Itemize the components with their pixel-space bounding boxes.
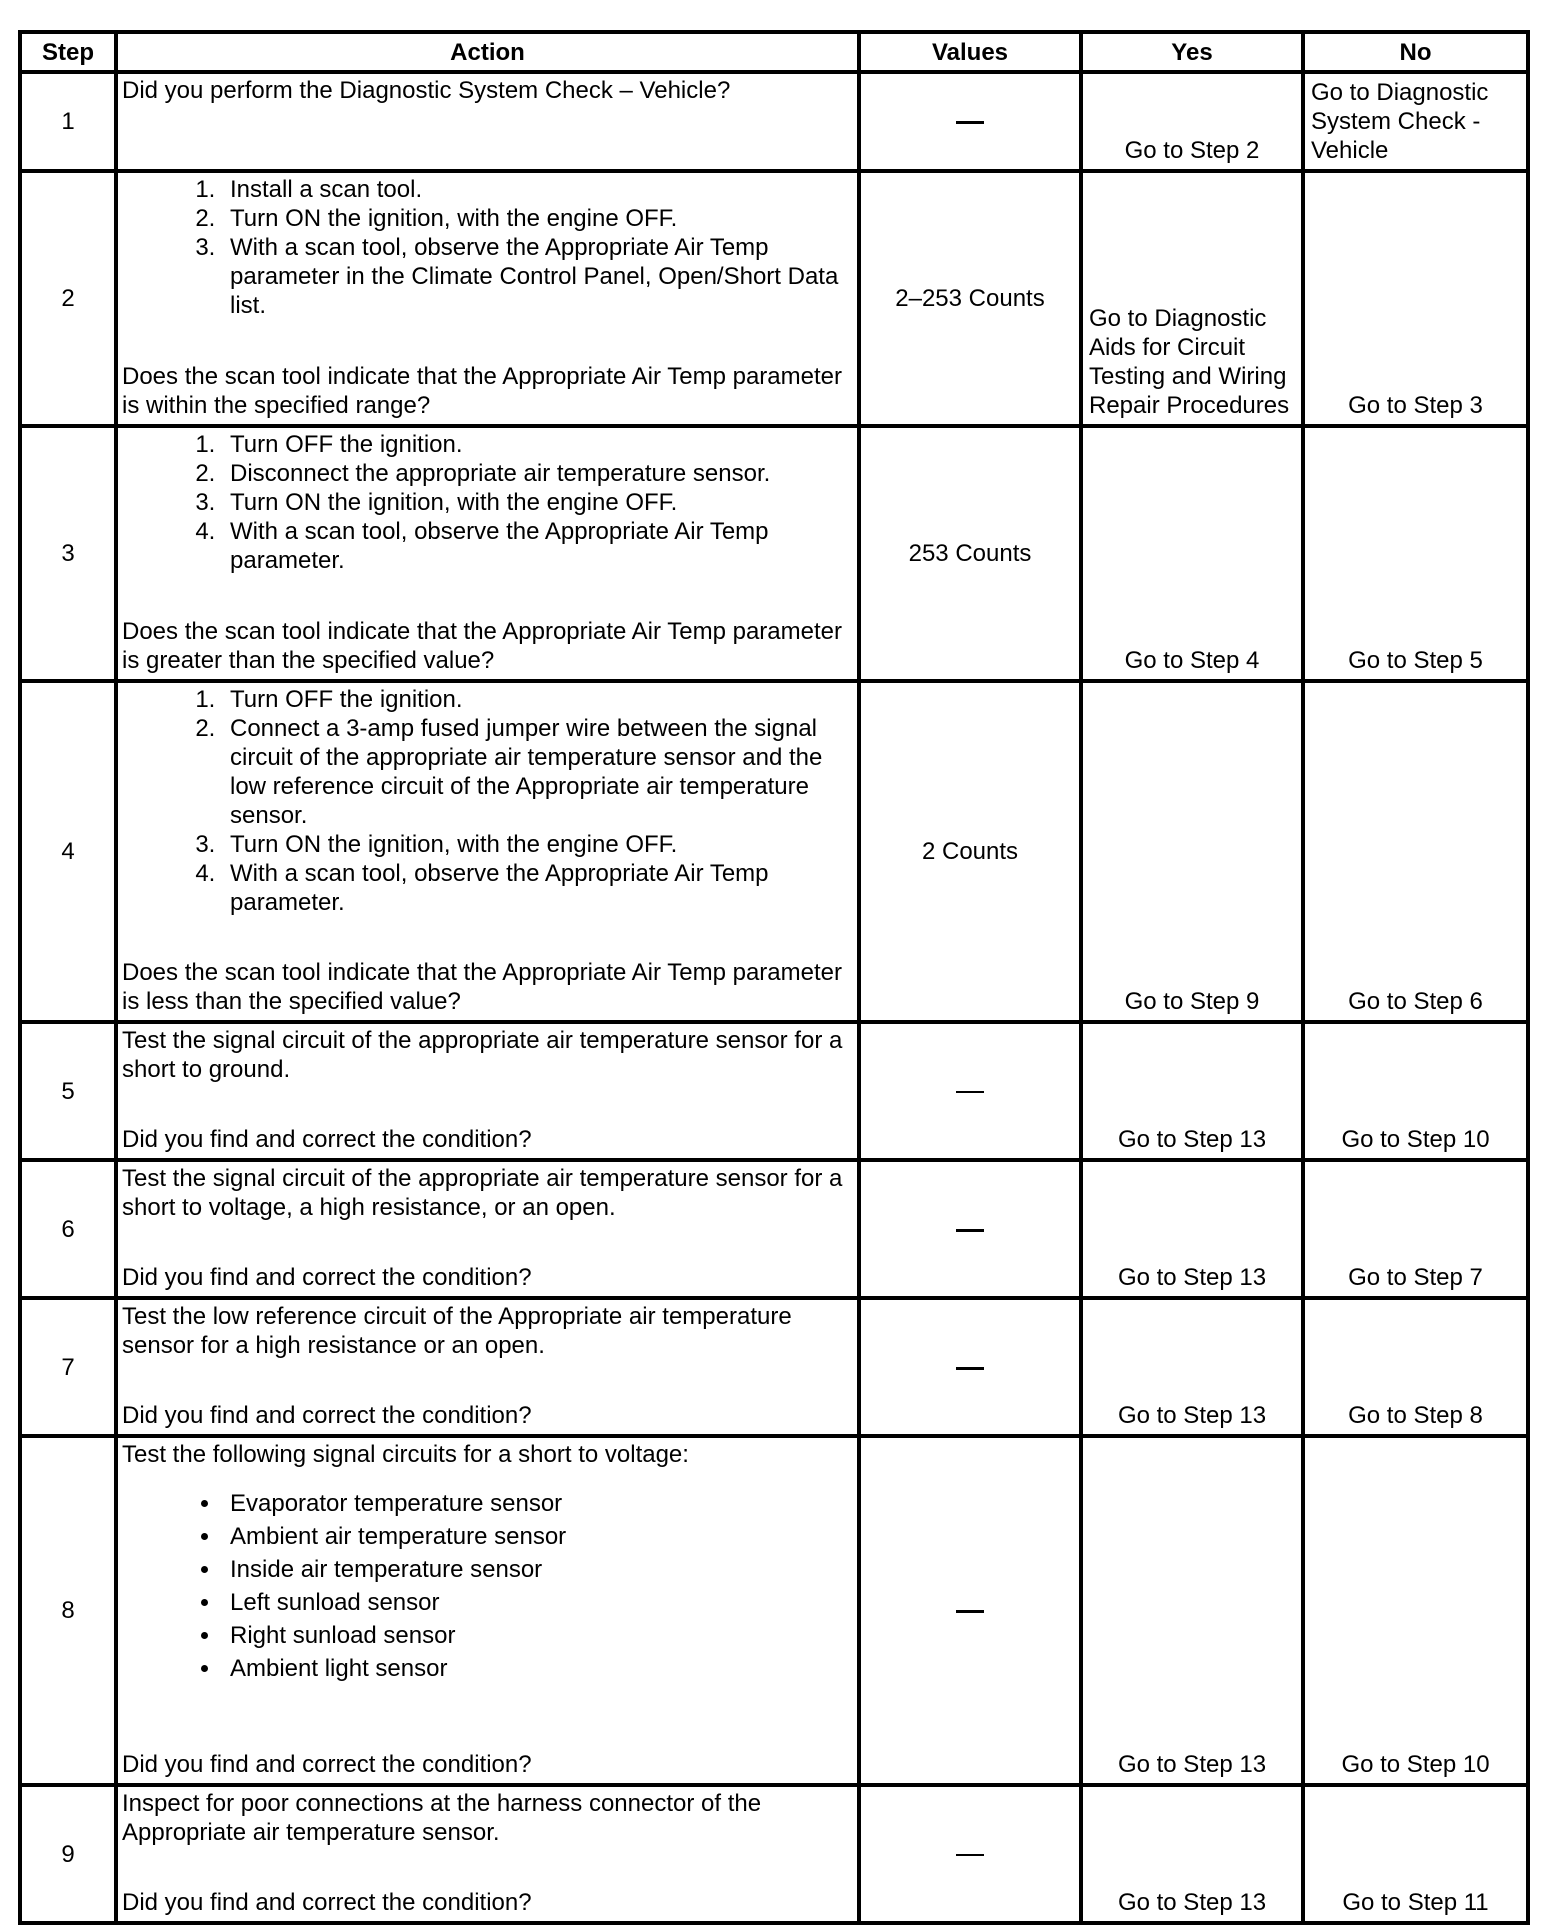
step-number: 9 bbox=[20, 1785, 116, 1923]
step-number: 4 bbox=[20, 681, 116, 1022]
step-number: 8 bbox=[20, 1436, 116, 1785]
action-text: Test the signal circuit of the appropriate air temperature sensor for a short to voltage, a high resistance, or an open. bbox=[122, 1165, 843, 1221]
action-cell bbox=[116, 1785, 859, 1923]
step-number: 6 bbox=[20, 1160, 116, 1298]
header-yes: Yes bbox=[1081, 32, 1303, 72]
action-step: 2. Disconnect the appropriate air temperature sensor. bbox=[222, 459, 853, 488]
value-cell bbox=[859, 1160, 1081, 1298]
action-text: Inspect for poor connections at the harness connector of the Appropriate air temperature sensor. bbox=[122, 1790, 762, 1846]
action-question: Did you find and correct the condition? bbox=[122, 1402, 532, 1429]
yes-cell: Go to Step 9 bbox=[1081, 681, 1303, 1022]
action-question: Does the scan tool indicate that the Appropriate Air Temp parameter is less than the specified value? bbox=[122, 959, 842, 1015]
value-dash bbox=[956, 1854, 984, 1856]
action-step: 4. With a scan tool, observe the Appropriate Air Temp parameter. bbox=[222, 859, 853, 917]
action-step: 1. Install a scan tool. bbox=[222, 175, 853, 204]
header-no: No bbox=[1303, 32, 1528, 72]
action-question: Did you find and correct the condition? bbox=[122, 1751, 532, 1778]
step-number: 3 bbox=[20, 426, 116, 681]
list-item: • Right sunload sensor bbox=[222, 1619, 853, 1652]
no-cell: Go to Step 10 bbox=[1303, 1022, 1528, 1160]
step-number: 2 bbox=[20, 171, 116, 426]
step-number: 1 bbox=[20, 72, 116, 171]
action-question: Did you find and correct the condition? bbox=[122, 1889, 532, 1916]
action-text: Test the signal circuit of the appropriate air temperature sensor for a short to ground. bbox=[122, 1027, 843, 1083]
value-dash bbox=[956, 1091, 984, 1093]
action-step: 3. Turn ON the ignition, with the engine OFF. bbox=[222, 488, 853, 517]
table-row bbox=[20, 681, 1528, 1022]
sensor-list bbox=[122, 1487, 853, 1685]
diagnostic-table bbox=[18, 30, 1530, 1925]
yes-cell: Go to Step 4 bbox=[1081, 426, 1303, 681]
list-item: • Ambient light sensor bbox=[222, 1652, 853, 1685]
value-dash bbox=[956, 1367, 984, 1370]
action-step: 2. Connect a 3-amp fused jumper wire between the signal circuit of the appropriate air temperature sensor and the low reference circuit of the Appropriate air temperature sensor. bbox=[222, 714, 853, 830]
action-step: 4. With a scan tool, observe the Appropriate Air Temp parameter. bbox=[222, 517, 853, 575]
table-row bbox=[20, 72, 1528, 171]
action-steps bbox=[122, 685, 853, 917]
no-cell: Go to Step 8 bbox=[1303, 1298, 1528, 1436]
action-step: 3. Turn ON the ignition, with the engine OFF. bbox=[222, 830, 853, 859]
value-dash bbox=[956, 121, 984, 124]
action-question: Did you find and correct the condition? bbox=[122, 1126, 532, 1153]
yes-cell: Go to Step 13 bbox=[1081, 1785, 1303, 1923]
action-cell bbox=[116, 426, 859, 681]
action-steps bbox=[122, 175, 853, 320]
yes-cell: Go to Step 13 bbox=[1081, 1436, 1303, 1785]
action-text: Test the low reference circuit of the Appropriate air temperature sensor for a high resistance or an open. bbox=[122, 1303, 792, 1359]
action-steps bbox=[122, 430, 853, 575]
list-item: • Ambient air temperature sensor bbox=[222, 1520, 853, 1553]
action-step: 3. With a scan tool, observe the Appropriate Air Temp parameter in the Climate Control Panel, Open/Short Data list. bbox=[222, 233, 853, 320]
value-cell bbox=[859, 1298, 1081, 1436]
action-step: 1. Turn OFF the ignition. bbox=[222, 430, 853, 459]
table-row bbox=[20, 1022, 1528, 1160]
no-cell: Go to Step 10 bbox=[1303, 1436, 1528, 1785]
value-cell bbox=[859, 72, 1081, 171]
table-row bbox=[20, 171, 1528, 426]
action-cell bbox=[116, 681, 859, 1022]
yes-cell: Go to Step 13 bbox=[1081, 1298, 1303, 1436]
no-cell: Go to Step 7 bbox=[1303, 1160, 1528, 1298]
header-values: Values bbox=[859, 32, 1081, 72]
no-cell: Go to Step 5 bbox=[1303, 426, 1528, 681]
no-cell: Go to Step 6 bbox=[1303, 681, 1528, 1022]
header-action: Action bbox=[116, 32, 859, 72]
value-dash bbox=[956, 1610, 984, 1613]
table-row bbox=[20, 1785, 1528, 1923]
action-question: Does the scan tool indicate that the Appropriate Air Temp parameter is within the specified range? bbox=[122, 363, 842, 419]
list-item: • Inside air temperature sensor bbox=[222, 1553, 853, 1586]
action-step: 1. Turn OFF the ignition. bbox=[222, 685, 853, 714]
action-cell bbox=[116, 171, 859, 426]
action-text: Test the following signal circuits for a short to voltage: bbox=[122, 1441, 689, 1468]
value-cell: 2 Counts bbox=[859, 681, 1081, 1022]
header-row bbox=[20, 32, 1528, 72]
table-row bbox=[20, 426, 1528, 681]
value-cell: 253 Counts bbox=[859, 426, 1081, 681]
table-row bbox=[20, 1436, 1528, 1785]
list-item: • Evaporator temperature sensor bbox=[222, 1487, 853, 1520]
table-row bbox=[20, 1298, 1528, 1436]
action-cell bbox=[116, 1298, 859, 1436]
value-cell bbox=[859, 1022, 1081, 1160]
value-cell bbox=[859, 1785, 1081, 1923]
list-item: • Left sunload sensor bbox=[222, 1586, 853, 1619]
action-cell bbox=[116, 1160, 859, 1298]
no-cell: Go to Step 3 bbox=[1303, 171, 1528, 426]
step-number: 7 bbox=[20, 1298, 116, 1436]
table-row bbox=[20, 1160, 1528, 1298]
step-number: 5 bbox=[20, 1022, 116, 1160]
yes-cell: Go to Step 2 bbox=[1081, 72, 1303, 171]
value-dash bbox=[956, 1229, 984, 1232]
yes-cell: Go to Step 13 bbox=[1081, 1022, 1303, 1160]
value-cell bbox=[859, 1436, 1081, 1785]
no-cell: Go to Step 11 bbox=[1303, 1785, 1528, 1923]
action-step: 2. Turn ON the ignition, with the engine OFF. bbox=[222, 204, 853, 233]
action-question: Did you find and correct the condition? bbox=[122, 1264, 532, 1291]
action-text: Did you perform the Diagnostic System Check – Vehicle? bbox=[122, 77, 731, 104]
no-cell: Go to Diagnostic System Check - Vehicle bbox=[1303, 72, 1528, 171]
value-cell: 2–253 Counts bbox=[859, 171, 1081, 426]
action-cell bbox=[116, 1436, 859, 1785]
action-cell bbox=[116, 72, 859, 171]
yes-cell: Go to Step 13 bbox=[1081, 1160, 1303, 1298]
action-question: Does the scan tool indicate that the Appropriate Air Temp parameter is greater than the specified value? bbox=[122, 618, 842, 674]
action-cell bbox=[116, 1022, 859, 1160]
yes-cell: Go to Diagnostic Aids for Circuit Testing and Wiring Repair Procedures bbox=[1081, 171, 1303, 426]
header-step: Step bbox=[20, 32, 116, 72]
